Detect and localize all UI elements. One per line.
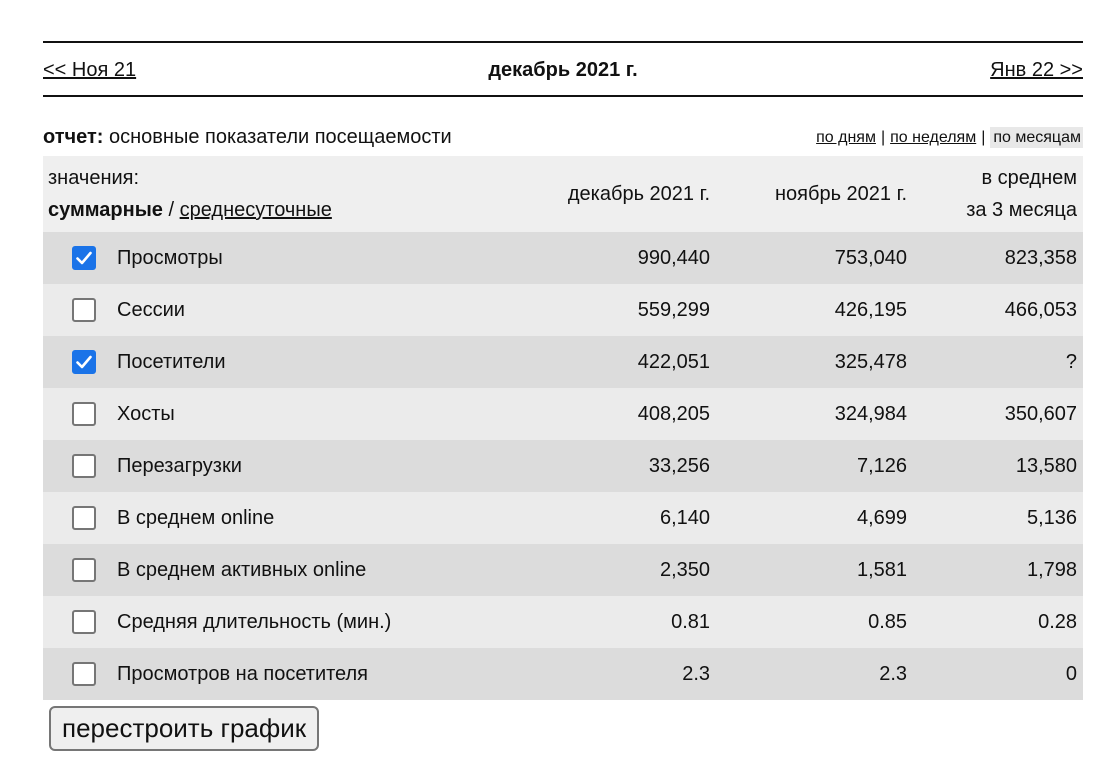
- stats-body: [43, 232, 1083, 700]
- metric-checkbox[interactable]: [72, 558, 96, 582]
- value-current: 2,350: [512, 544, 722, 596]
- checkbox-cell: [43, 492, 117, 544]
- checkbox-cell: [43, 648, 117, 700]
- metric-label: В среднем активных online: [117, 544, 512, 596]
- mode-avg-link[interactable]: среднесуточные: [179, 199, 332, 221]
- value-previous: 325,478: [722, 336, 919, 388]
- check-icon: [76, 355, 92, 369]
- value-previous: 4,699: [722, 492, 919, 544]
- metric-label: В среднем online: [117, 492, 512, 544]
- previous-month-link[interactable]: << Ноя 21: [43, 59, 137, 81]
- value-average: 350,607: [919, 388, 1083, 440]
- metric-label: Посетители: [117, 336, 512, 388]
- period-switcher: [816, 129, 1083, 147]
- metric-label: Сессии: [117, 284, 512, 336]
- metric-checkbox[interactable]: [72, 454, 96, 478]
- table-row: [43, 284, 1083, 336]
- checkbox-cell: [43, 596, 117, 648]
- table-row: [43, 388, 1083, 440]
- metric-label: Перезагрузки: [117, 440, 512, 492]
- value-previous: 2.3: [722, 648, 919, 700]
- metric-label: Хосты: [117, 388, 512, 440]
- value-previous: 426,195: [722, 284, 919, 336]
- metric-checkbox[interactable]: [72, 610, 96, 634]
- metric-label: Просмотров на посетителя: [117, 648, 512, 700]
- column-header-current: декабрь 2021 г.: [512, 156, 722, 232]
- value-previous: 753,040: [722, 232, 919, 284]
- value-average: 0.28: [919, 596, 1083, 648]
- values-mode-switch: [48, 194, 512, 226]
- value-current: 6,140: [512, 492, 722, 544]
- value-average: 466,053: [919, 284, 1083, 336]
- month-navigation: [43, 41, 1083, 97]
- checkbox-cell: [43, 544, 117, 596]
- metric-label: Просмотры: [117, 232, 512, 284]
- mode-sum-current: суммарные: [48, 199, 163, 221]
- value-previous: 1,581: [722, 544, 919, 596]
- value-average: 0: [919, 648, 1083, 700]
- table-row: [43, 232, 1083, 284]
- value-previous: 0.85: [722, 596, 919, 648]
- mode-separator: /: [168, 199, 175, 221]
- column-header-average-line1: в среднем: [981, 167, 1078, 189]
- rebuild-chart-button[interactable]: перестроить график: [49, 706, 319, 751]
- period-months-current: по месяцам: [990, 127, 1083, 148]
- column-header-previous: ноябрь 2021 г.: [722, 156, 919, 232]
- table-row: [43, 440, 1083, 492]
- metric-checkbox[interactable]: [72, 662, 96, 686]
- period-separator: |: [880, 129, 886, 146]
- value-current: 2.3: [512, 648, 722, 700]
- checkbox-cell: [43, 388, 117, 440]
- table-row: [43, 648, 1083, 700]
- value-current: 422,051: [512, 336, 722, 388]
- values-label: значения:: [48, 167, 140, 189]
- period-separator: |: [981, 129, 986, 146]
- value-average: 823,358: [919, 232, 1083, 284]
- value-current: 0.81: [512, 596, 722, 648]
- value-average: ?: [919, 336, 1083, 388]
- period-days-link[interactable]: по дням: [816, 129, 876, 146]
- table-header-row: [43, 156, 1083, 232]
- metric-checkbox[interactable]: [72, 298, 96, 322]
- value-previous: 7,126: [722, 440, 919, 492]
- value-average: 13,580: [919, 440, 1083, 492]
- table-row: [43, 544, 1083, 596]
- metric-checkbox-checked[interactable]: [72, 350, 96, 374]
- checkbox-cell: [43, 284, 117, 336]
- value-current: 559,299: [512, 284, 722, 336]
- report-label-bold: отчет:: [43, 126, 104, 148]
- values-mode-header: [43, 156, 512, 232]
- checkbox-cell: [43, 440, 117, 492]
- table-row: [43, 492, 1083, 544]
- report-label-text: основные показатели посещаемости: [109, 126, 452, 148]
- period-weeks-link[interactable]: по неделям: [890, 129, 977, 146]
- value-current: 990,440: [512, 232, 722, 284]
- metric-label: Средняя длительность (мин.): [117, 596, 512, 648]
- metric-checkbox[interactable]: [72, 402, 96, 426]
- value-average: 5,136: [919, 492, 1083, 544]
- value-previous: 324,984: [722, 388, 919, 440]
- stats-table: [43, 156, 1083, 700]
- column-header-average-line2: за 3 месяца: [966, 199, 1078, 221]
- metric-checkbox[interactable]: [72, 506, 96, 530]
- column-header-average: [919, 156, 1083, 232]
- checkbox-cell: [43, 232, 117, 284]
- value-average: 1,798: [919, 544, 1083, 596]
- value-current: 408,205: [512, 388, 722, 440]
- value-current: 33,256: [512, 440, 722, 492]
- next-month-link[interactable]: Янв 22 >>: [990, 59, 1083, 81]
- current-month-title: декабрь 2021 г.: [488, 59, 638, 81]
- table-row: [43, 596, 1083, 648]
- report-header: [43, 126, 1083, 152]
- report-title: [43, 126, 452, 148]
- check-icon: [76, 251, 92, 265]
- checkbox-cell: [43, 336, 117, 388]
- metric-checkbox-checked[interactable]: [72, 246, 96, 270]
- table-row: [43, 336, 1083, 388]
